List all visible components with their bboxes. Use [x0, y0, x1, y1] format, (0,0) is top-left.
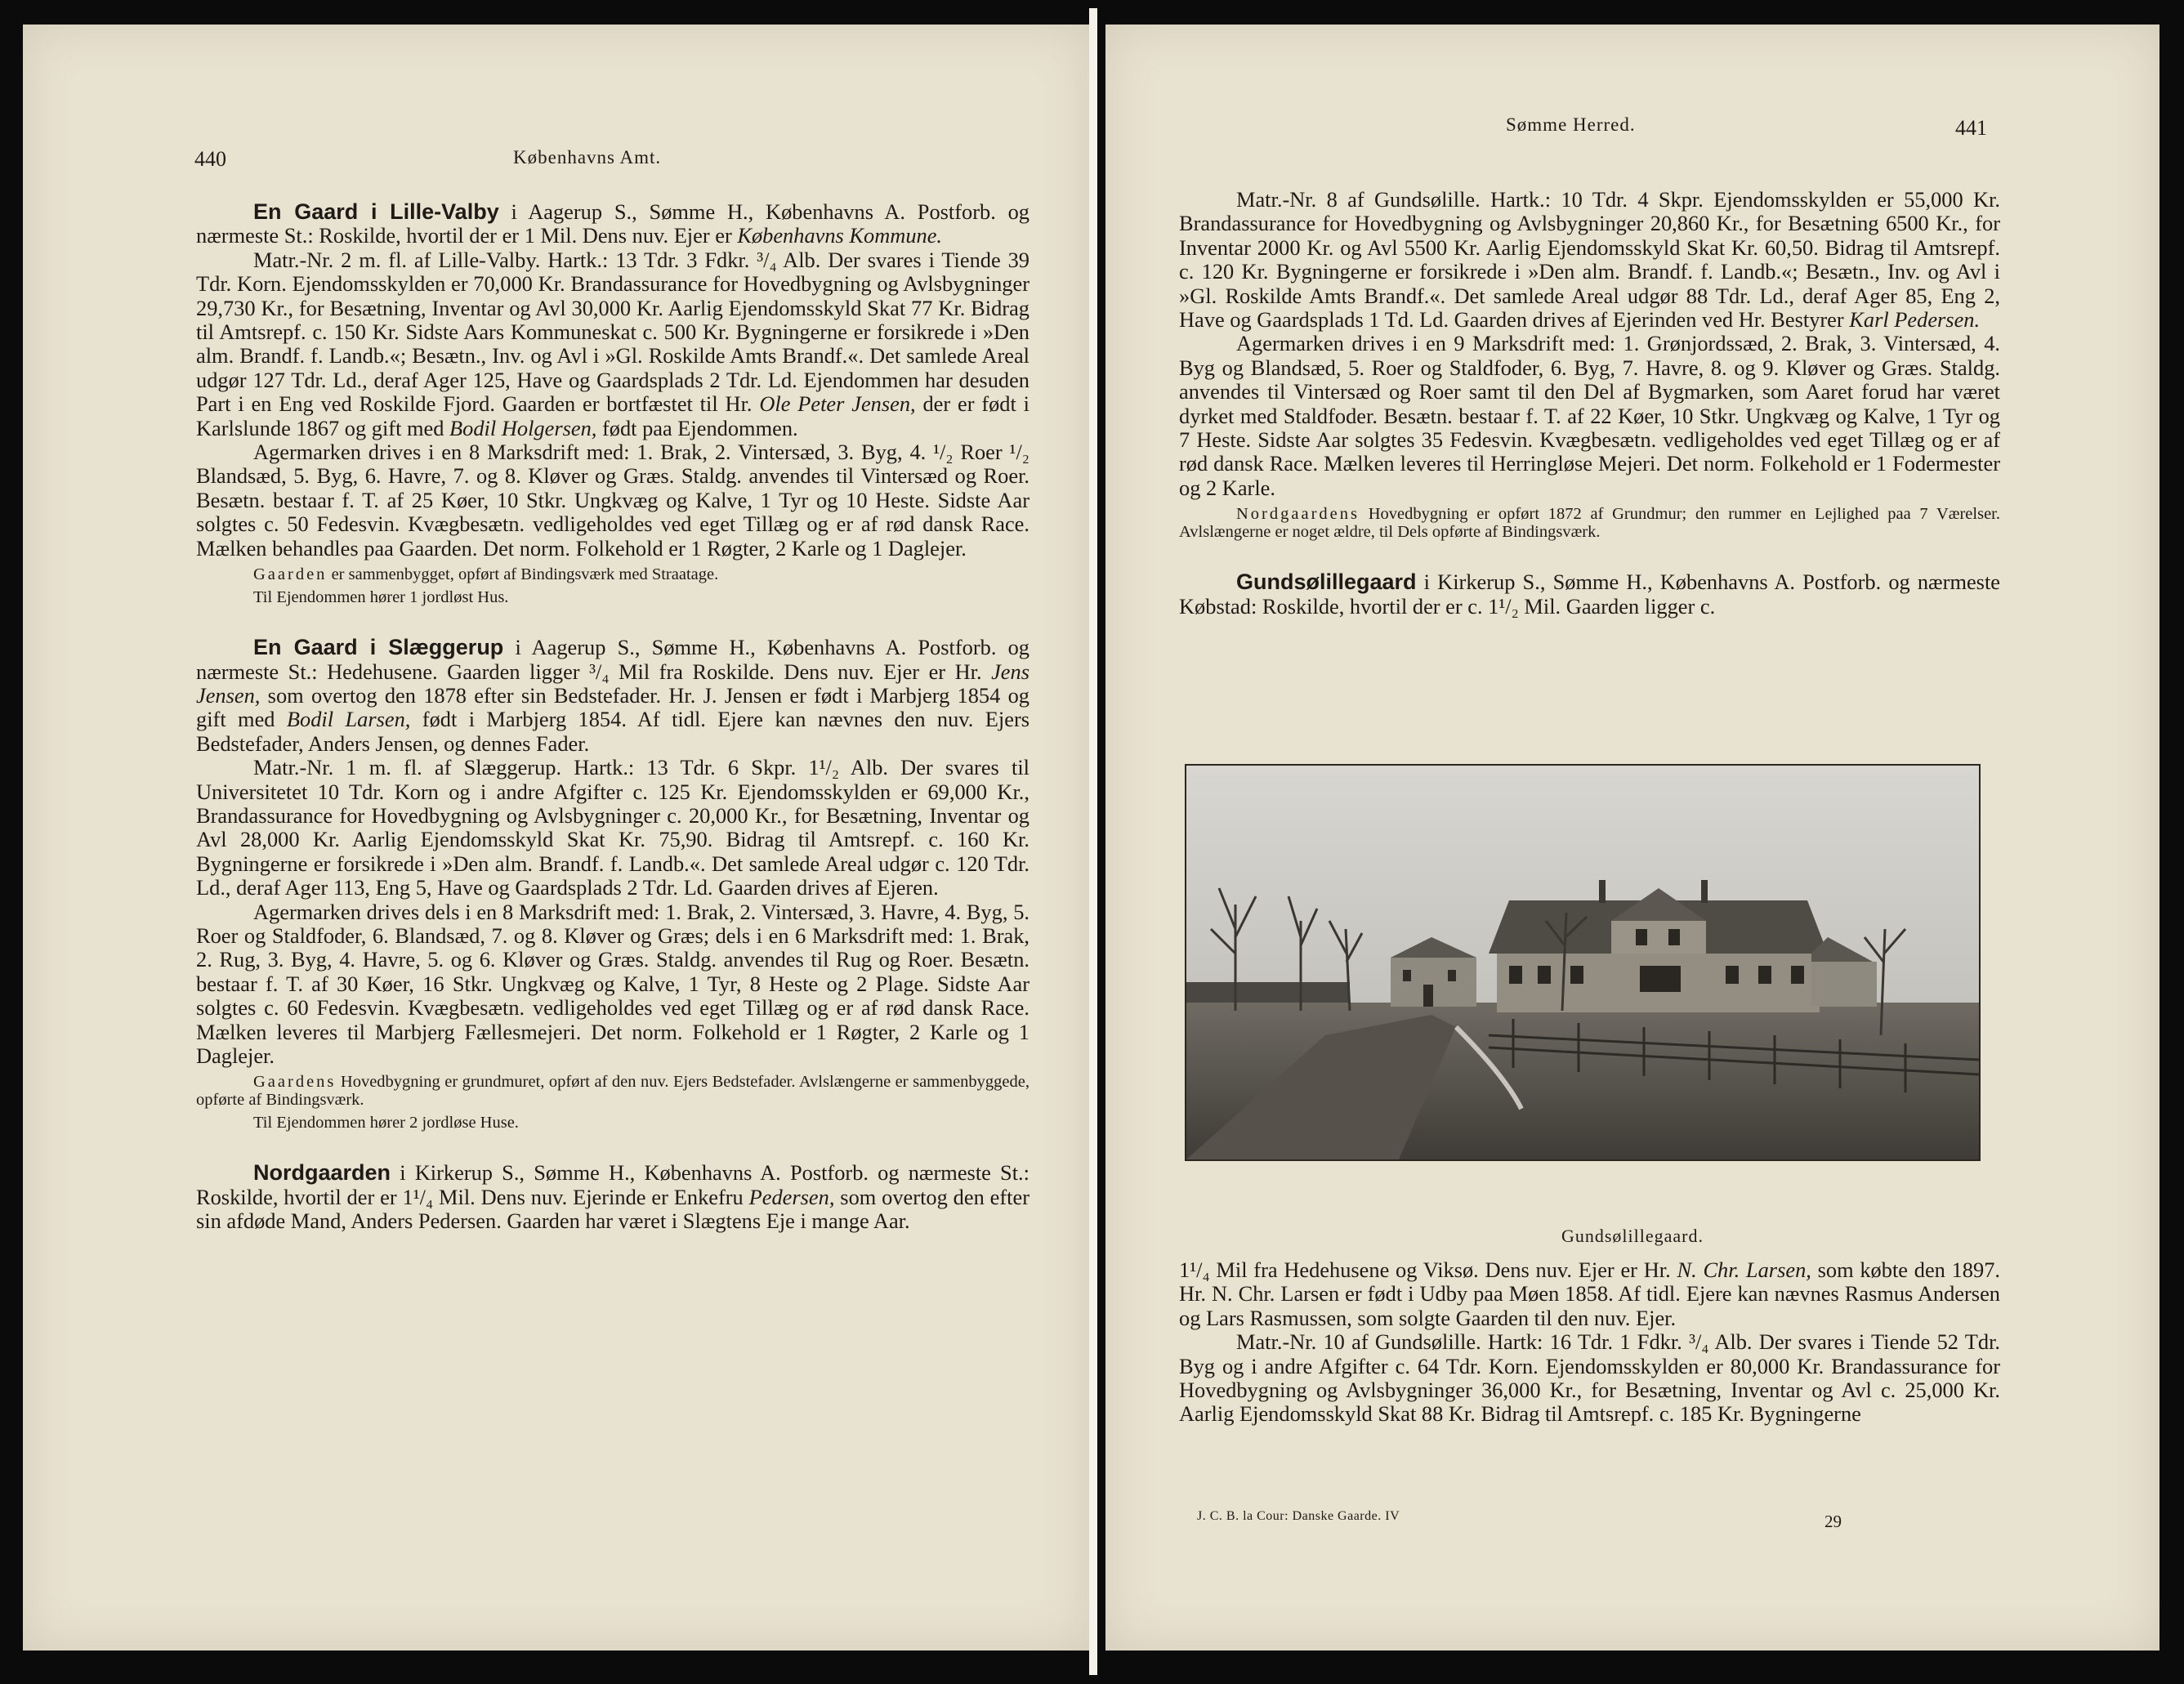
signature-mark: 29 — [1824, 1512, 1842, 1531]
entry-paragraph — [196, 248, 1029, 440]
person-name: Bodil Larsen, — [286, 707, 411, 732]
footer-note: J. C. B. la Cour: Danske Gaarde. IV — [1197, 1509, 1400, 1523]
building-note: Til Ejendommen hører 1 jordløst Hus. — [253, 588, 509, 607]
running-head: Københavns Amt. — [513, 147, 662, 168]
paragraph-text: som købte den 1897. Hr. N. Chr. Larsen er født i Udby paa Møen 1858. Af tidl. Ejere kan nævnes Rasmus Andersen og Lars Rasmussen, som solgte Gaarden til den nuv. Ejer. — [1179, 1257, 2000, 1330]
entry-paragraph: Agermarken drives i en 8 Marksdrift med: 1. Brak, 2. Vintersæd, 3. Byg, 4. ¹/₂ Roer ¹/₂ Blandsæd, 5. Byg, 6. Havre, 7. og 8. Kløver og Græs. Staldg. anvendes til Vintersæd og Roer. Besætn. bestaar f. T. af 25 Køer, 10 Stkr. Ungkvæg og Kalve, 1 Tyr og 10 Heste. Sidste Aar solgtes c. 50 Fedesvin. Kvægbesætn. vedligeholdes ved eget Tillæg og er af rød dansk Race. Mælken behandles paa Gaarden. Det norm. Folkehold er 1 Røgter, 2 Karle og 1 Daglejer. — [196, 440, 1029, 561]
entry-intro — [196, 1161, 1029, 1233]
entry-text: i Aagerup S., Sømme H., Københavns A. Postforb. og nærmeste St.: Hedehusene. Gaarden ligger ³/₄ Mil fra Roskilde. Dens nuv. Ejer er Hr. — [196, 635, 1029, 684]
paragraph-text: Matr.-Nr. 2 m. fl. af Lille-Valby. Hartk.: 13 Tdr. 3 Fdkr. ³/₄ Alb. Der svares i Tiende 39 Tdr. Korn. Ejendomsskylden er 70,000 Kr. Brandassurance for Hovedbygning og Avlsbygninger 29,730 Kr., for Besætning, Inventar og Avl 30,000 Kr. Aarlig Ejendomsskyld Skat 77 Kr. Bidrag til Amtsrepf. c. 150 Kr. Sidste Aars Kommuneskat c. 500 Kr. Bygningerne er forsikrede i »Den alm. Brandf. f. Landb.«; Besætn., Inv. og Avl i »Gl. Roskilde Amts Brandf.«. Det samlede Areal udgør 127 Tdr. Ld., deraf Ager 125, Have og Gaardsplads 2 Tdr. Ld. Ejendommen har desuden Part i en Eng ved Roskilde Fjord. Gaarden er bortfæstet til Hr. — [196, 247, 1029, 417]
building-note: Til Ejendommen hører 2 jordløse Huse. — [253, 1114, 519, 1132]
farmhouse-image — [1186, 766, 1979, 1159]
entry-text: i Kirkerup S., Sømme H., Københavns A. Postforb. og nærmeste St.: Roskilde, hvortil der er 1¹/₄ Mil. Dens nuv. Ejerinde er Enkefru — [196, 1160, 1029, 1209]
right-column-bottom — [1179, 1258, 2000, 1427]
owner-name: Jens Jensen, — [196, 659, 1029, 708]
paragraph-text: der er født i Karlslunde 1867 og gift med — [196, 391, 1029, 440]
left-column — [196, 200, 1029, 1234]
entry-text: i Aagerup S., Sømme H., Københavns A. Postforb. og nærmeste St.: Roskilde, hvortil der er 1 Mil. Dens nuv. Ejer er — [196, 199, 1029, 248]
paragraph-text: 1¹/₄ Mil fra Hedehusene og Viksø. Dens nuv. Ejer er Hr. — [1179, 1257, 1677, 1282]
person-name: Bodil Holgersen, — [449, 415, 597, 440]
page-number: 441 — [1955, 116, 1987, 140]
note-lead: Gaarden — [253, 565, 328, 584]
note-text: Hovedbygning er opført 1872 af Grundmur; den rummer en Lejlighed paa 7 Værelser. Avlslængerne er noget ældre, til Dels opførte af Bindingsværk. — [1179, 505, 2000, 542]
person-name: Ole Peter Jensen, — [759, 391, 916, 417]
entry-intro — [196, 636, 1029, 756]
photo-caption: Gundsølillegaard. — [1561, 1226, 1704, 1246]
note-text: er sammenbygget, opført af Bindingsværk med Straatage. — [327, 565, 719, 584]
running-head: Sømme Herred. — [1506, 114, 1636, 135]
owner-name: N. Chr. Larsen, — [1677, 1257, 1811, 1282]
entry-title: Gundsølillegaard — [1236, 570, 1417, 595]
entry-title: Nordgaarden — [253, 1160, 391, 1186]
entry-paragraph — [1179, 1258, 2000, 1330]
right-page — [1105, 25, 2159, 1650]
farm-photograph — [1185, 764, 1981, 1161]
entry-paragraph — [1179, 188, 2000, 332]
owner-name: Pedersen, — [748, 1184, 835, 1209]
entry-text: som overtog den 1878 efter sin Bedstefader. Hr. J. Jensen er født i Marbjerg 1854 og gift med — [196, 682, 1029, 732]
page-number: 440 — [194, 147, 226, 171]
owner-name: Københavns Kommune. — [737, 223, 943, 248]
page-gutter — [1089, 8, 1097, 1675]
entry-title: En Gaard i Slæggerup — [253, 635, 504, 660]
note-lead: Nordgaardens — [1236, 505, 1360, 524]
right-column-top — [1179, 188, 2000, 619]
left-page — [23, 25, 1089, 1650]
entry-paragraph: Matr.-Nr. 10 af Gundsølille. Hartk: 16 Tdr. 1 Fdkr. ³/₄ Alb. Der svares i Tiende 52 Tdr. Byg og i andre Afgifter c. 64 Tdr. Korn. Ejendomsskylden er 80,000 Kr. Brandassurance for Hovedbygning og Avlsbygninger 36,000 Kr., for Besætning, Inventar og Avl c. 25,000 Kr. Aarlig Ejendomsskyld Skat 88 Kr. Bidrag til Amtsrepf. c. 185 Kr. Bygningerne — [1179, 1329, 2000, 1427]
entry-intro — [1179, 570, 2000, 619]
note-lead: Gaardens — [253, 1073, 337, 1092]
entry-paragraph: Matr.-Nr. 1 m. fl. af Slæggerup. Hartk.: 13 Tdr. 6 Skpr. 1¹/₂ Alb. Der svares til Universitetet 10 Tdr. Korn og i andre Afgifter c. 125 Kr. Ejendomsskylden er 69,000 Kr., Brandassurance for Hovedbygning og Avlsbygninger c. 20,000 Kr., for Besætning, Inventar og Avl 28,000 Kr. Aarlig Ejendomsskyld Skat Kr. 75,90. Bidrag til Amtsrepf. c. 160 Kr. Bygningerne er forsikrede i »Den alm. Brandf. f. Landb.«. Det samlede Areal udgør c. 120 Tdr. Ld., deraf Ager 113, Eng 5, Have og Gaardsplads 2 Tdr. Ld. Gaarden drives af Ejeren. — [196, 755, 1029, 900]
entry-text: født i Marbjerg 1854. Af tidl. Ejere kan nævnes den nuv. Ejers Bedstefader, Anders Jensen, og dennes Fader. — [196, 707, 1030, 756]
person-name: Karl Pedersen. — [1849, 307, 1981, 333]
building-note — [196, 565, 1029, 583]
entry-paragraph: Agermarken drives dels i en 8 Marksdrift med: 1. Brak, 2. Vintersæd, 3. Havre, 4. Byg, 5. Roer og Staldfoder, 6. Blandsæd, 7. og 8. Kløver og Græs; dels i en 6 Marksdrift med: 1. Brak, 2. Rug, 3. Byg, 4. Havre, 5. og 6. Kløver og Græs. Staldg. anvendes til Rug og Roer. Besætn. bestaar f. T. af 30 Køer, 16 Stkr. Ungkvæg og Kalve, 1 Tyr, 8 Heste og 2 Plage. Sidste Aar solgtes c. 60 Fedesvin. Kvægbesætn. vedligeholdes ved eget Tillæg og er af rød dansk Race. Mælken leveres til Marbjerg Fællesmejeri. Det norm. Folkehold er 1 Røgter, 2 Karle og 1 Daglejer. — [196, 899, 1029, 1068]
paragraph-text: født paa Ejendommen. — [596, 415, 798, 440]
entry-intro — [196, 200, 1029, 248]
entry-title: En Gaard i Lille-Valby — [253, 199, 499, 224]
building-note — [1179, 505, 2000, 541]
building-note — [196, 1073, 1029, 1109]
paragraph-text: Matr.-Nr. 8 af Gundsølille. Hartk.: 10 Tdr. 4 Skpr. Ejendomsskylden er 55,000 Kr. Brandassurance for Hovedbygning og Avlsbygninger 20,860 Kr., for Besætning 6500 Kr., for Inventar 2000 Kr. og Avl 5500 Kr. Aarlig Ejendomsskyld Skat Kr. 60,50. Bidrag til Amtsrepf. c. 120 Kr. Bygningerne er forsikrede i »Den alm. Brandf. f. Landb.«; Besætn., Inv. og Avl i »Gl. Roskilde Amts Brandf.«. Det samlede Areal udgør 88 Tdr. Ld., deraf Ager 85, Eng 2, Have og Gaardsplads 1 Td. Ld. Gaarden drives af Ejerinden ved Hr. Bestyrer — [1179, 187, 2000, 333]
entry-paragraph: Agermarken drives i en 9 Marksdrift med: 1. Grønjordssæd, 2. Brak, 3. Vintersæd, 4. Byg og Blandsæd, 5. Roer og Staldfoder, 6. Byg, 7. Havre, 8. og 9. Kløver og Græs. Staldg. anvendes til Vintersæd og Roer samt til den Del af Bygmarken, som Aaret forud har været dyrket med Staldfoder. Besætn. bestaar f. T. af 22 Køer, 10 Stkr. Ungkvæg og Kalve, 1 Tyr og 7 Heste. Sidste Aar solgtes 35 Fedesvin. Kvægbesætn. vedligeholdes ved eget Tillæg og er af rød dansk Race. Mælken leveres til Herringløse Mejeri. Det norm. Folkehold er 1 Fodermester og 2 Karle. — [1179, 331, 2000, 500]
entry-text: i Kirkerup S., Sømme H., Københavns A. Postforb. og nærmeste Købstad: Roskilde, hvortil der er c. 1¹/₂ Mil. Gaarden ligger c. — [1179, 570, 2000, 619]
note-text: Hovedbygning er grundmuret, opført af den nuv. Ejers Bedstefader. Avlslængerne er sammenbyggede, opførte af Bindingsværk. — [196, 1073, 1029, 1110]
entry-text: som overtog den efter sin afdøde Mand, Anders Pedersen. Gaarden har været i Slægtens Eje i mange Aar. — [196, 1184, 1029, 1234]
